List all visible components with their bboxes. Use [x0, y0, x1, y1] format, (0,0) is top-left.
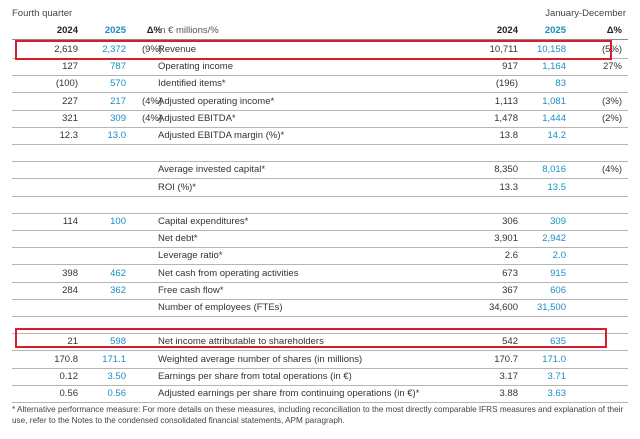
- cell-row-label: Adjusted earnings per share from continuing operations (in €)*: [158, 388, 420, 399]
- cell-row-label: Free cash flow*: [158, 284, 224, 296]
- cell-y-2025: 31,500: [536, 302, 566, 313]
- cell-q-2025: 0.56: [107, 388, 126, 399]
- footnote: * Alternative performance measure: For more details on these measures, including reconciliation to the most directly comparable IFRS measures and explanation of their use, refer to the Notes to the condensed consolidated financial statements, APM paragraph.: [12, 405, 624, 425]
- cell-y-2024: 170.7: [494, 353, 518, 365]
- cell-q-2024: 321: [62, 112, 78, 124]
- cell-y-2024: 3.88: [499, 388, 518, 399]
- cell-y-2024: 10,711: [489, 44, 518, 55]
- cell-y-2025: 1,164: [542, 61, 566, 73]
- cell-y-delta: (4%): [601, 164, 622, 176]
- header-units-label: in € millions/%: [158, 25, 219, 36]
- cell-y-2025: 3.63: [547, 388, 566, 399]
- period-quarter-label: Fourth quarter: [12, 8, 73, 19]
- cell-q-2024: 0.56: [59, 388, 78, 399]
- cell-y-2024: 1,113: [494, 95, 518, 107]
- cell-y-2025: 635: [550, 336, 566, 348]
- table-row: [12, 127, 628, 145]
- cell-y-2025: 2.0: [552, 250, 566, 262]
- table-row: [12, 385, 628, 403]
- cell-q-2024: 127: [62, 61, 78, 73]
- table-row: [12, 41, 628, 59]
- cell-q-2025: 462: [110, 267, 126, 279]
- cell-y-2024: 3,901: [494, 233, 518, 245]
- cell-y-2025: 606: [550, 284, 566, 296]
- period-year-label: January-December: [545, 8, 626, 19]
- cell-q-2025: 787: [110, 61, 126, 73]
- cell-row-label: Leverage ratio*: [158, 250, 223, 262]
- cell-y-2024: 34,600: [488, 302, 518, 313]
- cell-q-delta: (4%): [141, 95, 162, 107]
- cell-y-delta: 27%: [602, 61, 622, 73]
- table-row: [12, 247, 628, 265]
- cell-row-label: Weighted average number of shares (in millions): [158, 353, 363, 365]
- table-spacer-row: [12, 316, 628, 334]
- cell-y-2024: 673: [502, 267, 518, 279]
- cell-q-2025: 171.1: [102, 353, 126, 365]
- cell-y-2024: 13.8: [499, 130, 518, 141]
- table-row: [12, 58, 628, 76]
- table-row: [12, 265, 628, 283]
- cell-q-2024: 12.3: [59, 130, 78, 141]
- table-row: [12, 110, 628, 128]
- table-row: [12, 282, 628, 300]
- cell-q-2024: 21: [67, 336, 78, 348]
- cell-row-label: Average invested capital*: [158, 164, 266, 176]
- table-row: [12, 351, 628, 369]
- cell-q-2024: 170.8: [54, 353, 78, 365]
- cell-row-label: Adjusted EBITDA margin (%)*: [158, 130, 285, 141]
- cell-row-label: Adjusted EBITDA*: [158, 112, 236, 124]
- cell-q-delta: (4%): [141, 112, 162, 124]
- cell-y-2025: 1,444: [542, 112, 566, 124]
- cell-q-2025: 598: [110, 336, 126, 348]
- cell-y-2025: 309: [550, 216, 566, 227]
- header-y-delta: Δ%: [606, 25, 622, 36]
- cell-q-delta: (9%): [141, 44, 162, 55]
- table-row: [12, 230, 628, 248]
- cell-row-label: Adjusted operating income*: [158, 95, 275, 107]
- cell-q-2025: 309: [110, 112, 126, 124]
- cell-y-2025: 1,081: [542, 95, 566, 107]
- cell-y-2025: 13.5: [547, 181, 566, 193]
- cell-row-label: Earnings per share from total operations (in €): [158, 370, 352, 382]
- cell-y-2025: 2,942: [542, 233, 566, 245]
- cell-y-2024: 13.3: [499, 181, 518, 193]
- cell-y-2025: 10,158: [536, 44, 566, 55]
- cell-q-2024: 398: [62, 267, 78, 279]
- cell-y-2025: 3.71: [547, 370, 566, 382]
- cell-y-2024: 367: [502, 284, 518, 296]
- table-row: [12, 75, 628, 93]
- cell-y-2024: 1,478: [494, 112, 518, 124]
- cell-row-label: Net debt*: [158, 233, 198, 245]
- cell-q-2024: 114: [62, 216, 78, 227]
- cell-q-2024: 0.12: [59, 370, 78, 382]
- cell-y-2025: 171.0: [542, 353, 566, 365]
- cell-q-2025: 362: [110, 284, 126, 296]
- cell-q-2025: 3.50: [107, 370, 126, 382]
- cell-q-2025: 217: [110, 95, 126, 107]
- cell-y-2024: 8,350: [494, 164, 518, 176]
- cell-row-label: Capital expenditures*: [158, 216, 249, 227]
- cell-q-2025: 100: [110, 216, 126, 227]
- header-q-2024: 2024: [56, 25, 78, 36]
- cell-q-2025: 13.0: [107, 130, 126, 141]
- cell-row-label: Identified items*: [158, 78, 226, 90]
- header-y-2024: 2024: [496, 25, 518, 36]
- table-spacer-row: [12, 144, 628, 162]
- cell-row-label: Revenue: [158, 44, 197, 55]
- cell-y-delta: (5%): [601, 44, 622, 55]
- cell-q-2024: 227: [62, 95, 78, 107]
- cell-q-2024: (100): [55, 78, 78, 90]
- table-row: [12, 179, 628, 197]
- cell-y-delta: (3%): [601, 95, 622, 107]
- cell-q-2025: 2,372: [102, 44, 126, 55]
- cell-row-label: Number of employees (FTEs): [158, 302, 283, 313]
- cell-y-2024: 917: [502, 61, 518, 73]
- header-y-2025: 2025: [544, 25, 566, 36]
- cell-y-2024: 3.17: [499, 370, 518, 382]
- cell-y-2025: 8,016: [542, 164, 566, 176]
- cell-y-2025: 83: [555, 78, 566, 90]
- table-row: [12, 368, 628, 386]
- cell-row-label: Net income attributable to shareholders: [158, 336, 324, 348]
- cell-q-2024: 284: [62, 284, 78, 296]
- table-header-row: [12, 22, 628, 40]
- table-row: [12, 161, 628, 179]
- header-q-delta: Δ%: [146, 25, 162, 36]
- cell-y-delta: (2%): [601, 112, 622, 124]
- cell-row-label: Net cash from operating activities: [158, 267, 299, 279]
- cell-q-2025: 570: [110, 78, 126, 90]
- table-row: [12, 213, 628, 231]
- cell-y-2024: 542: [502, 336, 518, 348]
- cell-q-2024: 2,619: [54, 44, 78, 55]
- cell-y-2025: 915: [550, 267, 566, 279]
- cell-row-label: Operating income: [158, 61, 233, 73]
- cell-row-label: ROI (%)*: [158, 181, 196, 193]
- table-spacer-row: [12, 196, 628, 214]
- table-row: [12, 299, 628, 317]
- cell-y-2025: 14.2: [547, 130, 566, 141]
- table-row: [12, 333, 628, 351]
- cell-y-2024: 306: [502, 216, 518, 227]
- cell-y-2024: 2.6: [504, 250, 518, 262]
- header-q-2025: 2025: [104, 25, 126, 36]
- table-row: [12, 93, 628, 111]
- cell-y-2024: (196): [495, 78, 518, 90]
